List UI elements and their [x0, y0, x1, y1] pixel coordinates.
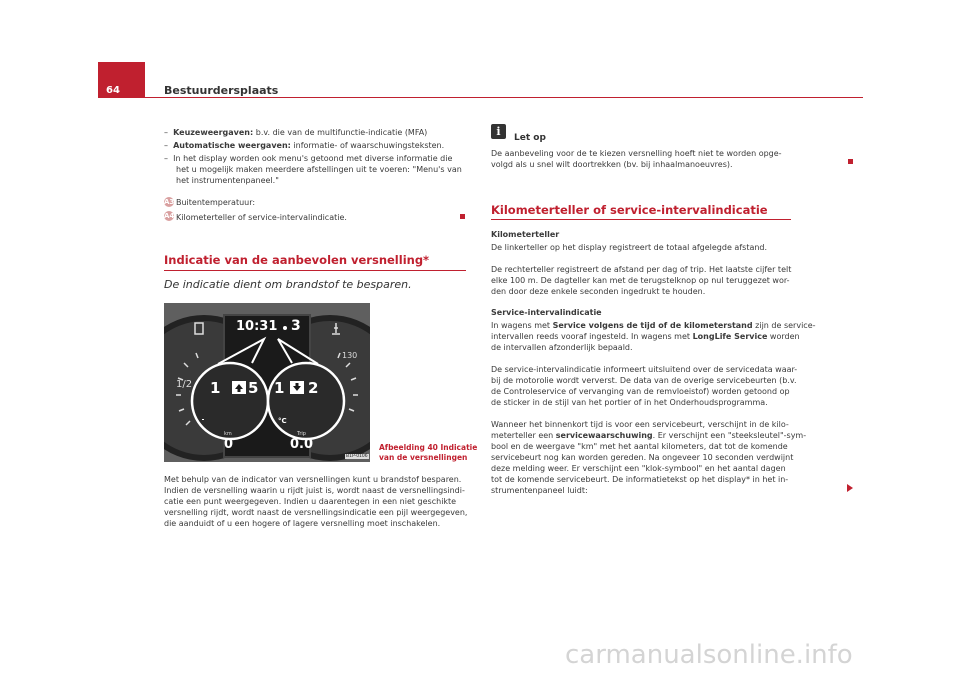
zoom-left-recommended-gear: 5: [248, 379, 259, 397]
odometer-trip-unit: Trip: [297, 431, 306, 437]
svg-text:1/2: 1/2: [176, 379, 193, 390]
zoom-right-recommended-gear: 2: [308, 379, 319, 397]
callout-marker-a4: A4: [164, 212, 175, 220]
callout-marker-a3: A3: [164, 198, 175, 206]
chapter-title: Bestuurdersplaats: [164, 84, 279, 97]
note-icon: i: [491, 124, 506, 139]
display-time: 10:31: [236, 319, 278, 334]
subheading-service: Service-intervalindicatie: [491, 308, 602, 317]
item-a3-text: Buitentemperatuur:: [176, 198, 256, 207]
section-title-odometer: Kilometerteller of service-intervalindicatie: [491, 203, 768, 217]
figure-caption: Afbeelding 40 Indicatie van de versnellingen: [379, 443, 478, 462]
note-title: Let op: [514, 133, 546, 143]
display-temp-unit: °C: [278, 417, 287, 425]
note-line: volgd als u snel wilt doortrekken (bv. bij inhaalmanoeuvres).: [491, 160, 733, 169]
section-title-gear: Indicatie van de aanbevolen versnelling*: [164, 253, 430, 267]
list-item: – In het display worden ook menu's getoond met diverse informatie die: [164, 154, 453, 163]
end-mark-icon: [460, 214, 465, 219]
continue-arrow-icon: [847, 484, 853, 492]
zoom-left-current-gear: 1: [210, 379, 221, 397]
zoom-right-current-gear: 1: [274, 379, 285, 397]
section-rule: [164, 270, 466, 271]
paragraph: De linkerteller op het display registreert de totaal afgelegde afstand.: [491, 243, 768, 252]
svg-text:130: 130: [342, 351, 358, 360]
section-rule: [491, 219, 791, 220]
item-a4-text: Kilometerteller of service-intervalindicatie.: [176, 213, 347, 222]
list-item-continued: het u mogelijk maken meerdere afstellingen uit te voeren: "Menu's van: [176, 165, 462, 174]
list-item: – Automatische weergaven: informatie- of waarschuwingsteksten.: [164, 141, 445, 150]
section-subtitle: De indicatie dient om brandstof te besparen.: [164, 278, 412, 291]
odometer-total: 0: [224, 437, 234, 452]
list-item-continued: het instrumentenpaneel.": [176, 176, 279, 185]
gear-dot-icon: [283, 326, 287, 330]
list-item: – Keuzeweergaven: b.v. die van de multifunctie-indicatie (MFA): [164, 128, 428, 137]
page-number: 64: [106, 85, 120, 96]
odometer-total-unit: km: [224, 431, 232, 437]
instrument-cluster-figure: [164, 303, 370, 462]
display-gear: 3: [291, 318, 301, 334]
watermark: carmanualsonline.info: [565, 640, 853, 670]
odometer-trip: 0.0: [290, 437, 314, 452]
header-rule: [145, 97, 863, 98]
note-line: De aanbeveling voor de te kiezen versnelling hoeft niet te worden opge-: [491, 149, 782, 158]
end-mark-icon: [848, 159, 853, 164]
paragraph: In wagens met Service volgens de tijd of de kilometerstand zijn de service-: [491, 321, 816, 330]
figure-code: B1P-0106: [346, 454, 368, 459]
subheading-odometer: Kilometerteller: [491, 230, 560, 239]
